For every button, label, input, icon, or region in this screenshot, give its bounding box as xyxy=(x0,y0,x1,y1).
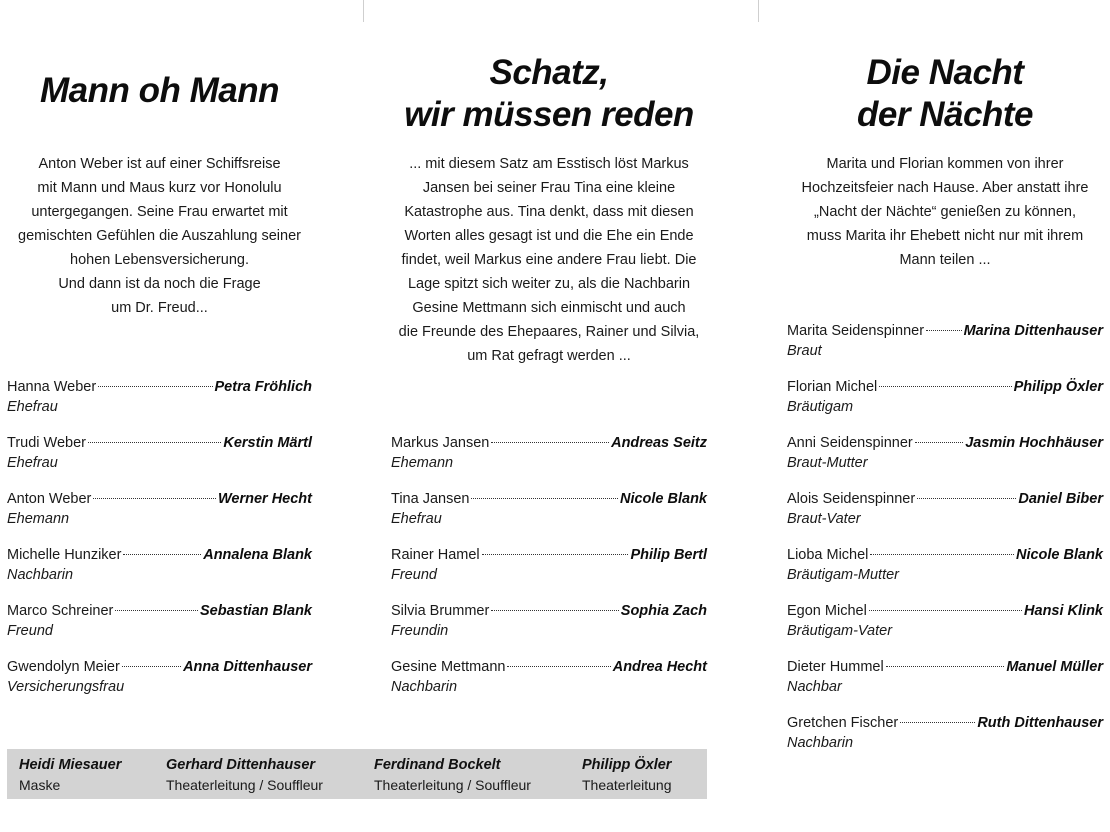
character-name: Anton Weber xyxy=(7,491,92,507)
synopsis-line: mit Mann und Maus kurz vor Honolulu xyxy=(37,180,282,196)
cast-entry xyxy=(391,657,707,713)
character-description: Nachbar xyxy=(787,679,842,695)
actor-name: Marina Dittenhauser xyxy=(963,323,1103,339)
actor-name: Nicole Blank xyxy=(619,491,707,507)
cast-entry xyxy=(787,713,1103,769)
synopsis-line: Lage spitzt sich weiter zu, als die Nachbarin xyxy=(407,276,691,292)
crew-role: Theaterleitung / Souffleur xyxy=(374,777,531,793)
character-description: Freundin xyxy=(391,623,449,639)
character-name: Rainer Hamel xyxy=(391,547,480,563)
actor-name: Annalena Blank xyxy=(203,547,312,563)
synopsis-line: um Dr. Freud... xyxy=(111,300,208,316)
synopsis-line: findet, weil Markus eine andere Frau liebt. Die xyxy=(401,252,697,268)
actor-name: Anna Dittenhauser xyxy=(183,659,312,675)
leader-dots xyxy=(870,553,1014,555)
actor-name: Manuel Müller xyxy=(1006,659,1103,675)
cast-list xyxy=(7,377,312,713)
synopsis-line: Mann teilen ... xyxy=(899,252,991,268)
crew-name: Ferdinand Bockelt xyxy=(374,757,501,773)
leader-dots xyxy=(491,609,618,611)
cast-entry xyxy=(7,545,312,601)
cast-entry xyxy=(391,545,707,601)
actor-name: Nicole Blank xyxy=(1015,547,1103,563)
leader-dots xyxy=(482,553,629,555)
cast-entry xyxy=(7,657,312,713)
leader-dots xyxy=(879,385,1011,387)
cast-entry xyxy=(7,489,312,545)
play-title xyxy=(391,52,707,136)
cast-entry xyxy=(7,433,312,489)
actor-name: Werner Hecht xyxy=(217,491,312,507)
cast-entry xyxy=(391,433,707,489)
crew-role: Theaterleitung xyxy=(582,777,672,793)
actor-name: Kerstin Märtl xyxy=(223,435,312,451)
leader-dots xyxy=(507,665,610,667)
character-name: Alois Seidenspinner xyxy=(787,491,916,507)
character-description: Braut xyxy=(787,343,822,359)
synopsis-line: gemischten Gefühlen die Auszahlung seiner xyxy=(18,228,301,244)
synopsis-line: Anton Weber ist auf einer Schiffsreise xyxy=(38,156,281,172)
cast-list xyxy=(391,433,707,713)
character-name: Gesine Mettmann xyxy=(391,659,506,675)
play-synopsis xyxy=(391,152,707,368)
cast-entry xyxy=(787,601,1103,657)
actor-name: Jasmin Hochhäuser xyxy=(965,435,1103,451)
character-name: Gretchen Fischer xyxy=(787,715,899,731)
synopsis-line: hohen Lebensversicherung. xyxy=(70,252,249,268)
synopsis-line: Und dann ist da noch die Frage xyxy=(58,276,261,292)
leader-dots xyxy=(915,441,963,443)
character-description: Versicherungsfrau xyxy=(7,679,125,695)
play-title xyxy=(7,70,312,112)
leader-dots xyxy=(886,665,1005,667)
synopsis-line: Marita und Florian kommen von ihrer xyxy=(826,156,1064,172)
character-description: Ehefrau xyxy=(7,399,58,415)
play-title-line: wir müssen reden xyxy=(404,95,694,134)
cast-entry xyxy=(7,377,312,433)
crew-member xyxy=(19,755,121,795)
leader-dots xyxy=(123,553,201,555)
synopsis-line: die Freunde des Ehepaares, Rainer und Silvia, xyxy=(398,324,700,340)
character-name: Florian Michel xyxy=(787,379,878,395)
character-description: Ehefrau xyxy=(7,455,58,471)
actor-name: Petra Fröhlich xyxy=(214,379,312,395)
actor-name: Andreas Seitz xyxy=(611,435,707,451)
crew-member xyxy=(582,755,672,795)
cast-entry xyxy=(391,601,707,657)
synopsis-line: Worten alles gesagt ist und die Ehe ein Ende xyxy=(404,228,694,244)
leader-dots xyxy=(93,497,216,499)
character-name: Lioba Michel xyxy=(787,547,869,563)
actor-name: Andrea Hecht xyxy=(612,659,707,675)
character-name: Hanna Weber xyxy=(7,379,97,395)
leader-dots xyxy=(491,441,609,443)
leader-dots xyxy=(88,441,221,443)
synopsis-line: untergegangen. Seine Frau erwartet mit xyxy=(31,204,288,220)
crew-bar xyxy=(7,749,707,799)
page-fold-mark xyxy=(758,0,759,22)
character-description: Braut-Mutter xyxy=(787,455,868,471)
crew-name: Gerhard Dittenhauser xyxy=(166,757,316,773)
play-title-line: Schatz, xyxy=(489,53,609,92)
crew-member xyxy=(166,755,323,795)
crew-role: Theaterleitung / Souffleur xyxy=(166,777,323,793)
cast-entry xyxy=(787,657,1103,713)
character-description: Freund xyxy=(391,567,437,583)
actor-name: Philip Bertl xyxy=(630,547,707,563)
character-name: Marco Schreiner xyxy=(7,603,114,619)
cast-entry xyxy=(787,321,1103,377)
leader-dots xyxy=(900,721,975,723)
leader-dots xyxy=(98,385,212,387)
character-description: Ehemann xyxy=(391,455,454,471)
character-description: Nachbarin xyxy=(787,735,854,751)
crew-role: Maske xyxy=(19,777,61,793)
actor-name: Daniel Biber xyxy=(1018,491,1103,507)
play-synopsis xyxy=(7,152,312,320)
cast-entry xyxy=(391,489,707,545)
synopsis-line: Jansen bei seiner Frau Tina eine kleine xyxy=(422,180,676,196)
actor-name: Sebastian Blank xyxy=(199,603,312,619)
play-title-line: Mann oh Mann xyxy=(40,71,279,110)
actor-name: Sophia Zach xyxy=(620,603,707,619)
actor-name: Ruth Dittenhauser xyxy=(977,715,1103,731)
leader-dots xyxy=(122,665,181,667)
synopsis-line: Gesine Mettmann sich einmischt und auch xyxy=(412,300,686,316)
crew-name: Heidi Miesauer xyxy=(19,757,122,773)
character-description: Bräutigam-Mutter xyxy=(787,567,900,583)
play-title-line: Die Nacht xyxy=(866,53,1024,92)
synopsis-line: muss Marita ihr Ehebett nicht nur mit ihrem xyxy=(806,228,1084,244)
cast-entry xyxy=(7,601,312,657)
character-description: Freund xyxy=(7,623,53,639)
play-synopsis xyxy=(787,152,1103,272)
character-name: Trudi Weber xyxy=(7,435,86,451)
character-name: Dieter Hummel xyxy=(787,659,884,675)
synopsis-line: um Rat gefragt werden ... xyxy=(467,348,631,364)
cast-entry xyxy=(787,377,1103,433)
play-title-line: der Nächte xyxy=(857,95,1033,134)
character-name: Michelle Hunziker xyxy=(7,547,122,563)
cast-entry xyxy=(787,433,1103,489)
character-name: Silvia Brummer xyxy=(391,603,490,619)
play-title xyxy=(787,52,1103,136)
cast-list xyxy=(787,321,1103,769)
synopsis-line: „Nacht der Nächte“ genießen zu können, xyxy=(814,204,1076,220)
leader-dots xyxy=(115,609,198,611)
synopsis-line: Katastrophe aus. Tina denkt, dass mit diesen xyxy=(404,204,694,220)
character-name: Tina Jansen xyxy=(391,491,470,507)
page-fold-mark xyxy=(363,0,364,22)
leader-dots xyxy=(926,329,962,331)
character-description: Bräutigam-Vater xyxy=(787,623,893,639)
character-name: Egon Michel xyxy=(787,603,867,619)
crew-name: Philipp Öxler xyxy=(582,757,672,773)
synopsis-line: ... mit diesem Satz am Esstisch löst Markus xyxy=(409,156,689,172)
character-description: Braut-Vater xyxy=(787,511,861,527)
character-name: Gwendolyn Meier xyxy=(7,659,120,675)
character-description: Nachbarin xyxy=(7,567,74,583)
character-description: Ehemann xyxy=(7,511,70,527)
character-description: Ehefrau xyxy=(391,511,442,527)
synopsis-line: Hochzeitsfeier nach Hause. Aber anstatt ihre xyxy=(801,180,1089,196)
leader-dots xyxy=(917,497,1016,499)
cast-entry xyxy=(787,545,1103,601)
actor-name: Hansi Klink xyxy=(1024,603,1103,619)
character-description: Bräutigam xyxy=(787,399,854,415)
character-name: Marita Seidenspinner xyxy=(787,323,925,339)
cast-entry xyxy=(787,489,1103,545)
character-description: Nachbarin xyxy=(391,679,458,695)
crew-member xyxy=(374,755,531,795)
leader-dots xyxy=(869,609,1022,611)
character-name: Anni Seidenspinner xyxy=(787,435,913,451)
actor-name: Philipp Öxler xyxy=(1013,379,1103,395)
character-name: Markus Jansen xyxy=(391,435,490,451)
leader-dots xyxy=(471,497,618,499)
